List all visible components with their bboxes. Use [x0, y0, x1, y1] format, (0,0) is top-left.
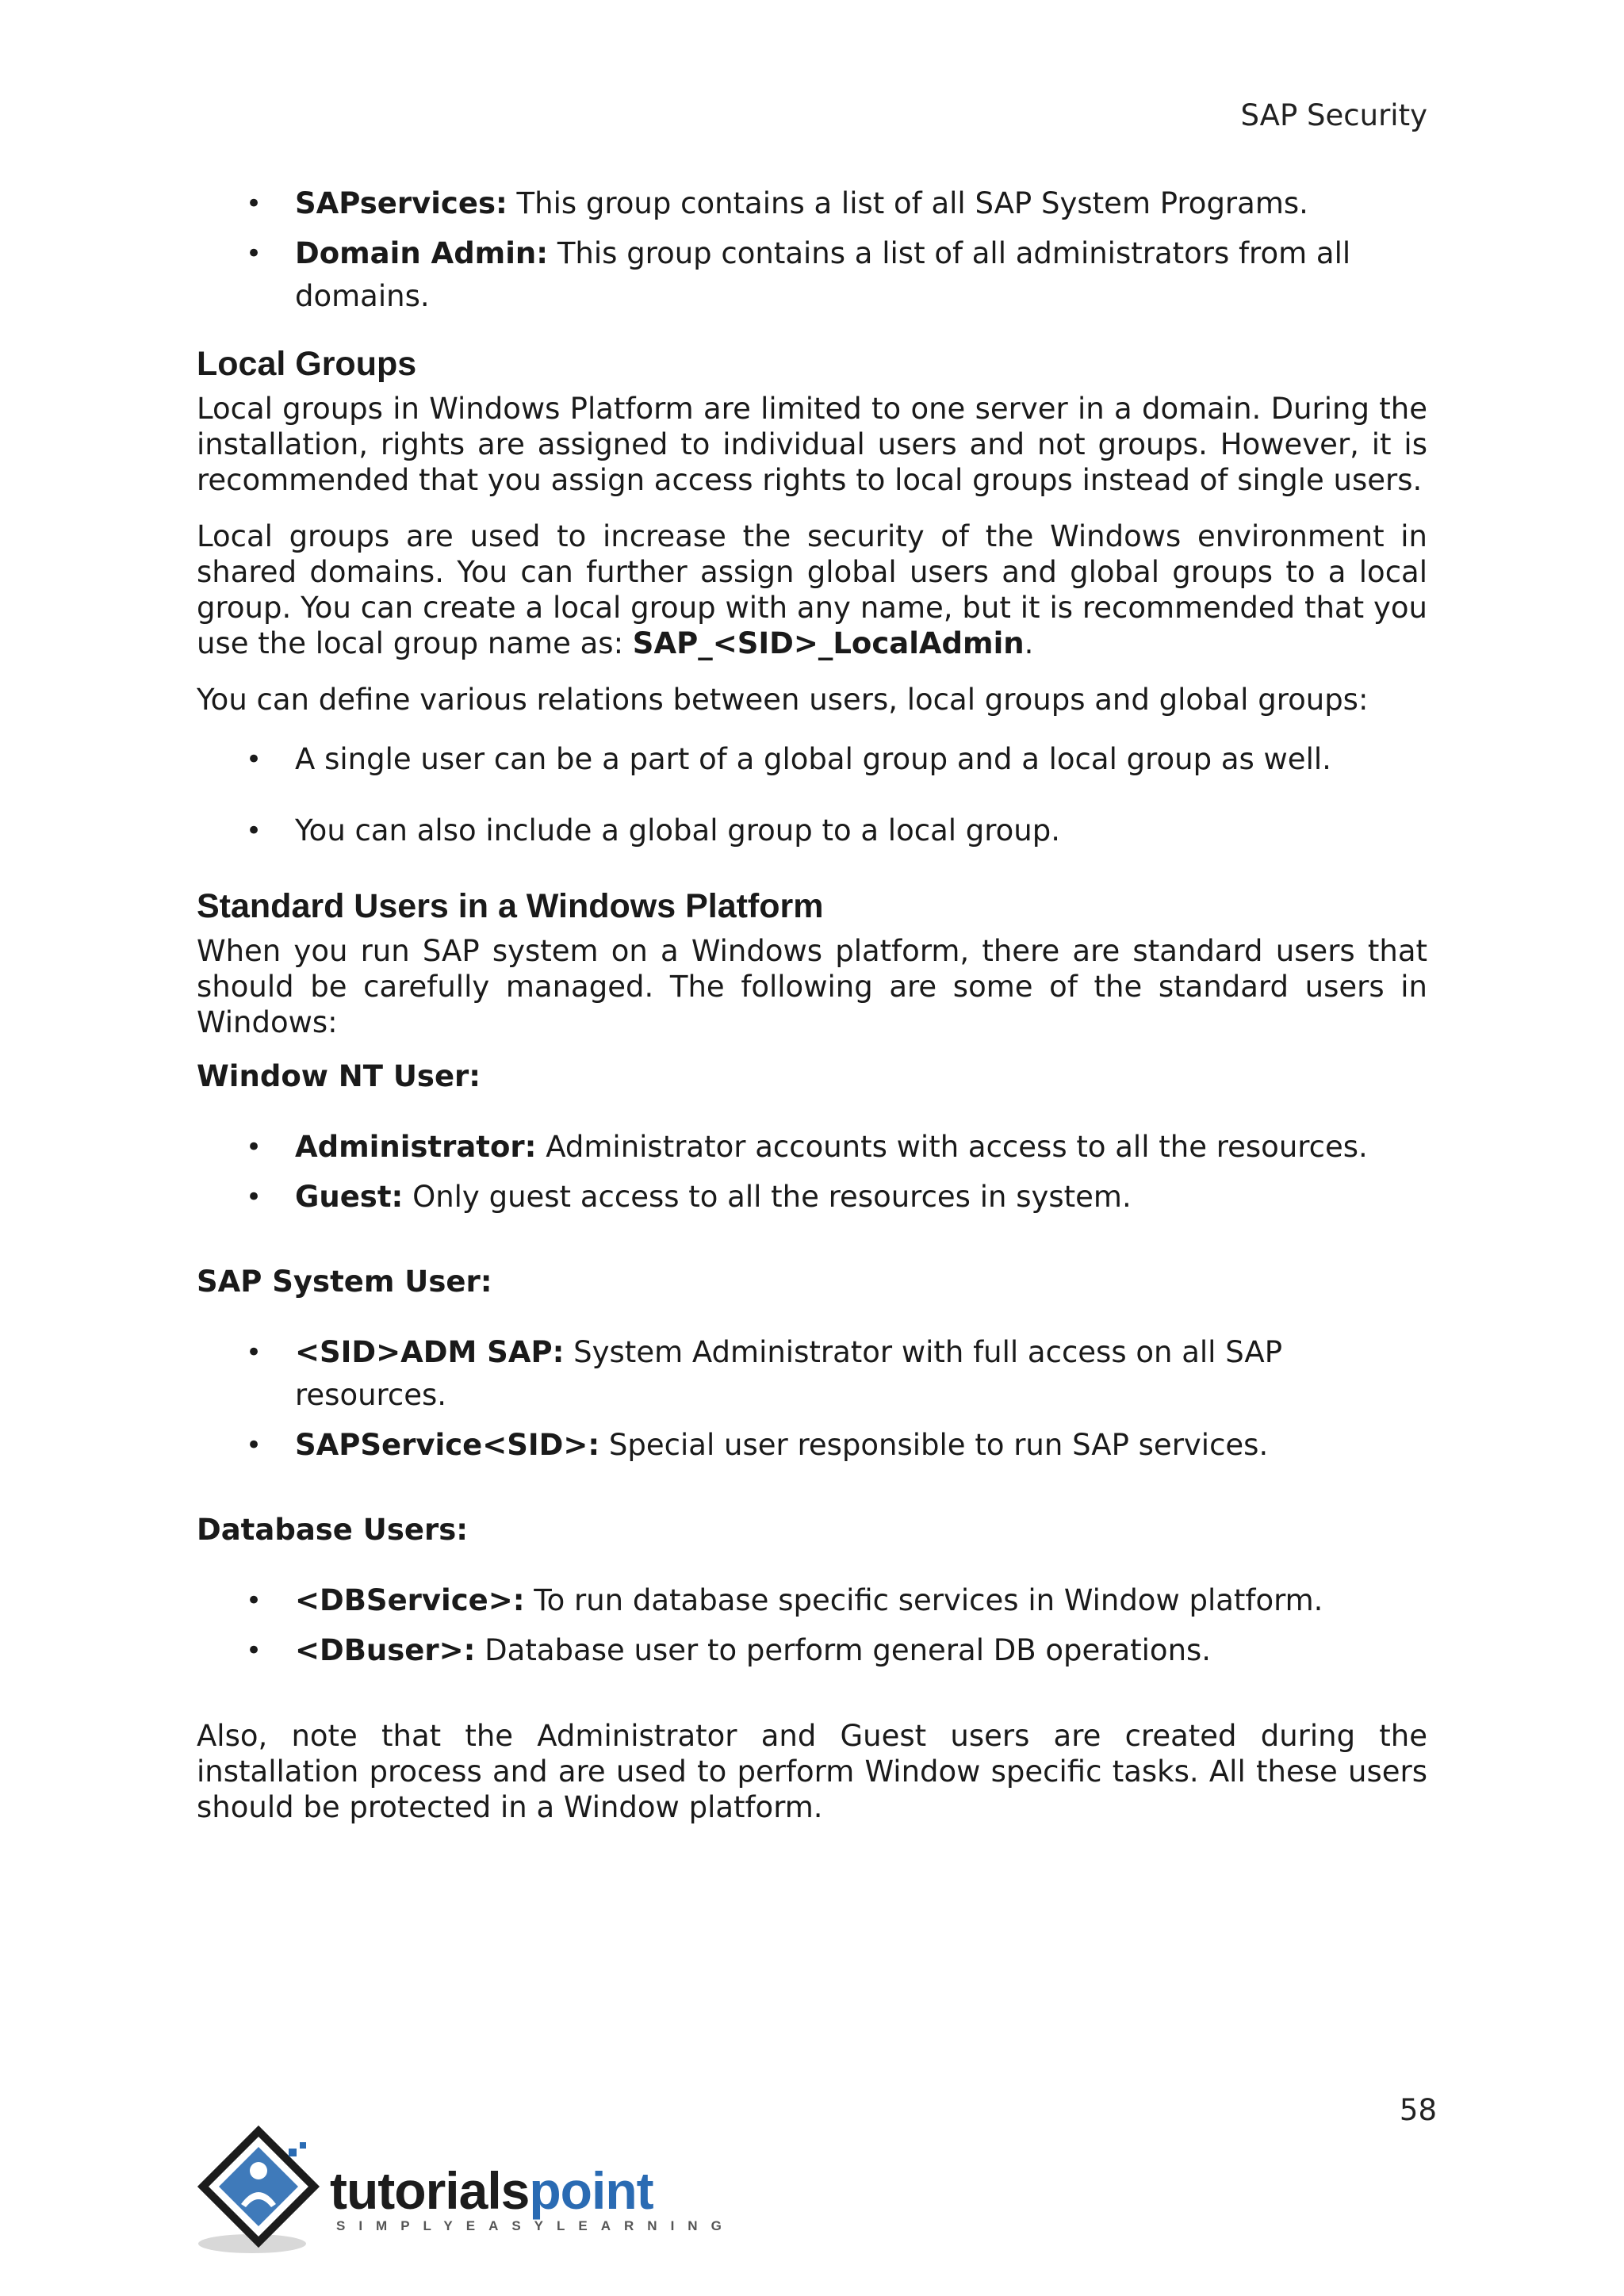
list-item	[197, 1331, 1427, 1417]
subheading-sap-system-user: SAP System User:	[197, 1265, 492, 1299]
section-heading-local-groups: Local Groups	[197, 345, 417, 383]
paragraph: You can define various relations between users, local groups and global groups:	[197, 683, 1369, 717]
bullet-term: <SID>ADM SAP:	[295, 1335, 565, 1369]
nt-user-bullet-list	[197, 1126, 1427, 1219]
bullet-text: Administrator accounts with access to all the resources.	[536, 1130, 1368, 1164]
relations-bullet-list	[197, 738, 1427, 852]
bullet-term: Guest:	[295, 1180, 404, 1214]
logo-tagline: SIMPLYEASYLEARNING	[336, 2218, 735, 2233]
bullet-text: Special user responsible to run SAP services.	[599, 1428, 1269, 1462]
bullet-term: Administrator:	[295, 1130, 537, 1164]
bullet-term: <DBService>:	[295, 1583, 525, 1617]
list-item	[197, 1126, 1427, 1169]
page-content	[197, 182, 1427, 1825]
paragraph: Local groups in Windows Platform are limited to one server in a domain. During the installation, rights are assigned to individual users and not groups. However, it is recommended that you assign access rights to local groups instead of single users.	[197, 392, 1427, 497]
list-item	[197, 182, 1427, 225]
bullet-term: Domain Admin:	[295, 236, 549, 270]
list-item	[197, 1176, 1427, 1219]
bullet-term: SAPservices:	[295, 186, 508, 220]
closing-paragraph: Also, note that the Administrator and Guest users are created during the installation process and are used to perform Window specific tasks. All these users should be protected in a Window platform.	[197, 1719, 1427, 1824]
list-item: • A single user can be a part of a global group and a local group as well.	[197, 738, 1427, 781]
group-name-bold: SAP_<SID>_LocalAdmin	[632, 626, 1025, 660]
section-heading-standard-users: Standard Users in a Windows Platform	[197, 887, 824, 925]
bullet-text: System Administrator with full access on all SAP resources.	[295, 1335, 1283, 1412]
tutorialspoint-logo	[195, 2125, 735, 2260]
logo-wordmark	[330, 2161, 653, 2220]
bullet-text: Database user to perform general DB operations.	[475, 1633, 1212, 1667]
subheading-nt-user: Window NT User:	[197, 1059, 481, 1093]
sap-user-bullet-list	[197, 1331, 1427, 1467]
logo-diamond-icon	[195, 2125, 338, 2260]
page-header-title: SAP Security	[1240, 98, 1427, 132]
subheading-database-users: Database Users:	[197, 1513, 469, 1547]
list-item	[197, 1579, 1427, 1622]
bullet-text: Only guest access to all the resources in system.	[403, 1180, 1132, 1214]
bullet-text: This group contains a list of all administrators from all domains.	[295, 236, 1351, 313]
bullet-text: To run database specific services in Window platform.	[524, 1583, 1323, 1617]
paragraph	[197, 519, 1427, 661]
bullet-term: <DBuser>:	[295, 1633, 476, 1667]
list-item	[197, 1629, 1427, 1672]
list-item: • You can also include a global group to a local group.	[197, 809, 1427, 852]
paragraph-text: Local groups are used to increase the security of the Windows environment in shared domains. You can further assign global users and global groups to a local group. You can create a local group with any name, but it is recommended that you use the local group name as:	[197, 519, 1427, 660]
intro-bullet-list	[197, 182, 1427, 318]
bullet-text: This group contains a list of all SAP System Programs.	[507, 186, 1308, 220]
paragraph: When you run SAP system on a Windows platform, there are standard users that should be carefully managed. The following are some of the standard users in Windows:	[197, 934, 1427, 1039]
bullet-term: SAPService<SID>:	[295, 1428, 600, 1462]
logo-word-part1: tutorials	[330, 2161, 530, 2220]
db-user-bullet-list	[197, 1579, 1427, 1672]
list-item	[197, 1424, 1427, 1467]
paragraph-end: .	[1024, 626, 1034, 660]
logo-word-part2: point	[529, 2161, 653, 2220]
page-number: 58	[1399, 2093, 1437, 2127]
list-item	[197, 232, 1427, 318]
